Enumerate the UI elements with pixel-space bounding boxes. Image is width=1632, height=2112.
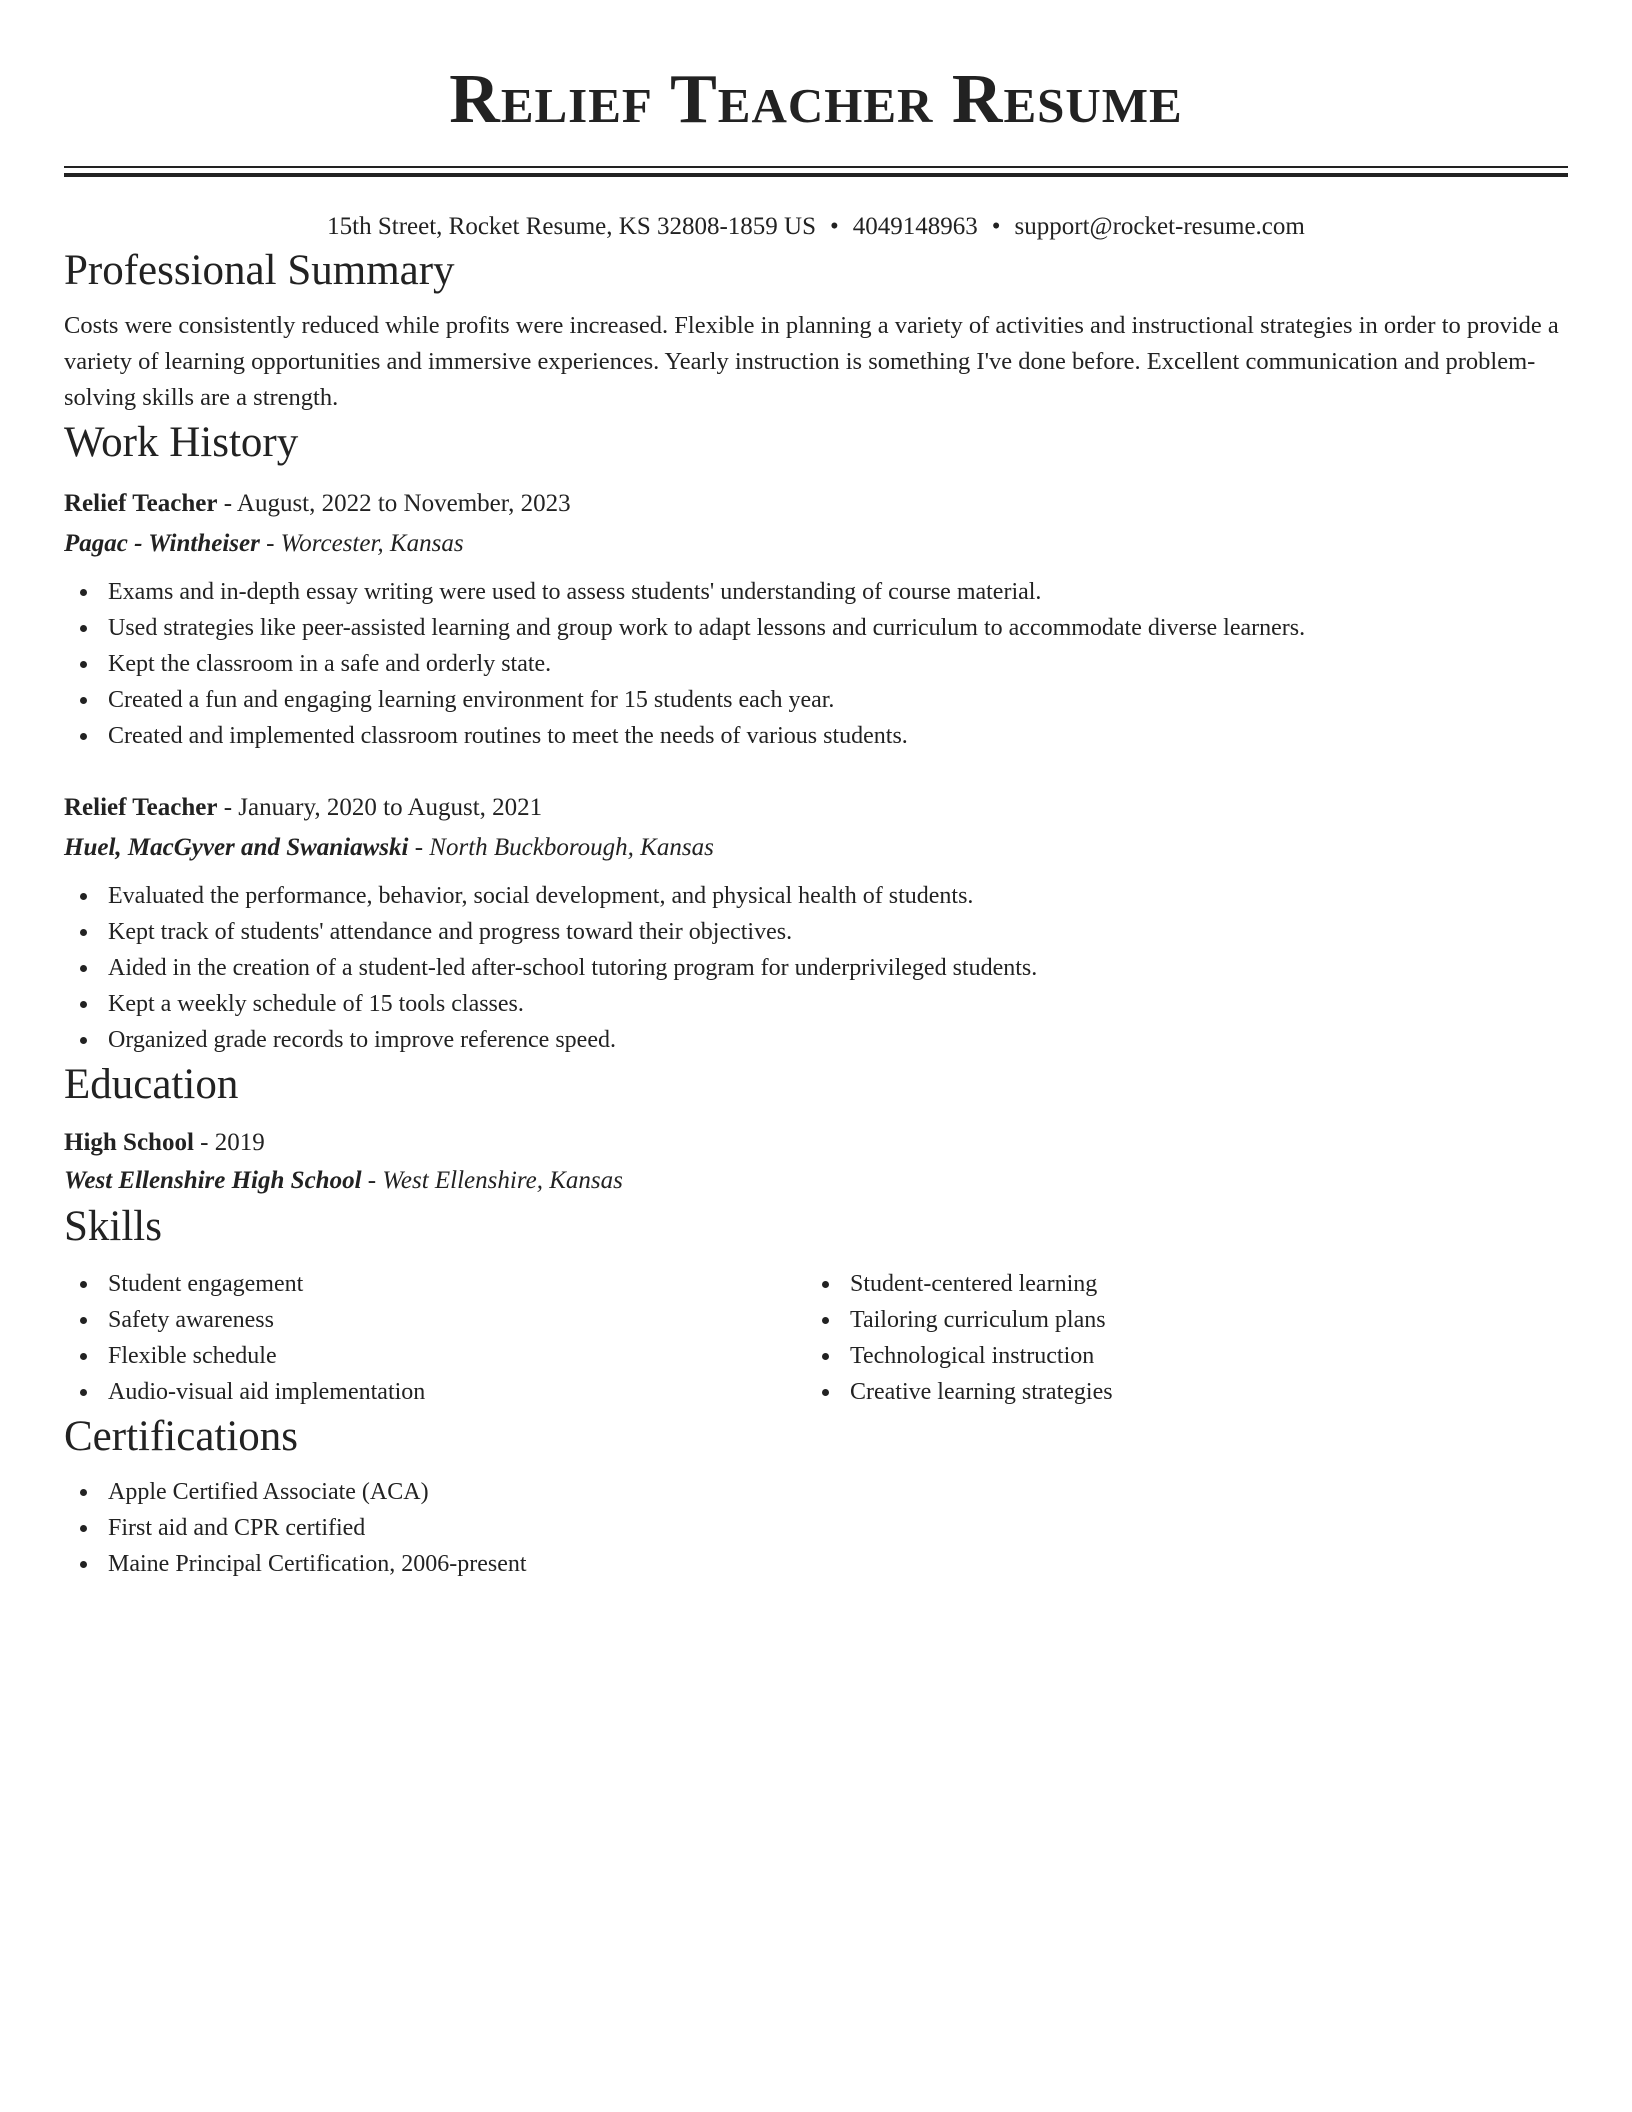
education-degree-line — [64, 1124, 1568, 1162]
job-title-line — [64, 484, 1568, 524]
summary-text: Costs were consistently reduced while profits were increased. Flexible in planning a variety of activities and instructional strategies in order to provide a variety of learning opportunities and immersive experiences. Yearly instruction is something I've done before. Excellent communication and problem-solving skills are a strength. — [64, 312, 1559, 411]
skill-item: Flexible schedule — [64, 1338, 806, 1374]
job-dates: - January, 2020 to August, 2021 — [217, 794, 543, 821]
contact-email: support@rocket-resume.com — [1014, 213, 1305, 240]
certification-item: Maine Principal Certification, 2006-present — [64, 1546, 1568, 1582]
job-entry — [64, 484, 1568, 754]
skills-right-list — [806, 1266, 1548, 1410]
skill-item: Audio-visual aid implementation — [64, 1374, 806, 1410]
certification-item: Apple Certified Associate (ACA) — [64, 1474, 1568, 1510]
skill-item: Student-centered learning — [806, 1266, 1548, 1302]
job-company: Pagac - Wintheiser — [64, 530, 260, 557]
skill-item: Tailoring curriculum plans — [806, 1302, 1548, 1338]
education-location: - West Ellenshire, Kansas — [361, 1167, 623, 1194]
education-entry — [64, 1124, 1568, 1200]
summary-heading: Professional Summary — [64, 247, 455, 294]
education-degree: High School — [64, 1129, 194, 1156]
education-school: West Ellenshire High School — [64, 1167, 362, 1194]
job-duty-item: Organized grade records to improve reference speed. — [64, 1022, 1568, 1058]
job-title-line — [64, 788, 1568, 828]
job-company: Huel, MacGyver and Swaniawski — [64, 834, 409, 861]
skill-item: Student engagement — [64, 1266, 806, 1302]
contact-phone: 4049148963 — [852, 213, 978, 240]
certifications-heading: Certifications — [64, 1413, 299, 1460]
job-title: Relief Teacher — [64, 490, 218, 517]
job-location: - North Buckborough, Kansas — [408, 834, 714, 861]
job-company-line — [64, 828, 1568, 868]
job-duty-item: Kept a weekly schedule of 15 tools classes. — [64, 986, 1568, 1022]
skills-left-list — [64, 1266, 806, 1410]
skill-item: Technological instruction — [806, 1338, 1548, 1374]
skill-item: Safety awareness — [64, 1302, 806, 1338]
job-duty-item: Evaluated the performance, behavior, social development, and physical health of students. — [64, 878, 1568, 914]
job-duty-item: Kept the classroom in a safe and orderly state. — [64, 646, 1568, 682]
job-title: Relief Teacher — [64, 794, 218, 821]
skill-item: Creative learning strategies — [806, 1374, 1548, 1410]
certifications-list — [64, 1474, 1568, 1582]
job-entry — [64, 788, 1568, 1058]
contact-address: 15th Street, Rocket Resume, KS 32808-1859 US — [327, 213, 817, 240]
skills-column-right — [806, 1266, 1548, 1410]
job-duties — [64, 574, 1568, 754]
job-duty-item: Used strategies like peer-assisted learning and group work to adapt lessons and curriculum to accommodate diverse learners. — [64, 610, 1568, 646]
job-duties — [64, 878, 1568, 1058]
contact-separator: • — [991, 213, 1001, 240]
job-location: - Worcester, Kansas — [259, 530, 464, 557]
skills-list — [64, 1266, 1568, 1410]
job-duty-item: Aided in the creation of a student-led after-school tutoring program for underprivileged students. — [64, 950, 1568, 986]
job-duty-item: Created and implemented classroom routines to meet the needs of various students. — [64, 718, 1568, 754]
contact-separator: • — [830, 213, 839, 240]
education-school-line — [64, 1162, 1568, 1200]
work-history-heading: Work History — [64, 419, 299, 466]
job-duty-item: Created a fun and engaging learning environment for 15 students each year. — [64, 682, 1568, 718]
job-company-line — [64, 524, 1568, 564]
education-heading: Education — [64, 1061, 239, 1108]
job-dates: - August, 2022 to November, 2023 — [217, 490, 571, 517]
job-duty-item: Exams and in-depth essay writing were used to assess students' understanding of course material. — [64, 574, 1568, 610]
title-divider — [64, 166, 1568, 176]
skills-column-left — [64, 1266, 806, 1410]
job-duty-item: Kept track of students' attendance and progress toward their objectives. — [64, 914, 1568, 950]
resume-title: Relief Teacher Resume — [449, 61, 1183, 138]
skills-heading: Skills — [64, 1203, 162, 1250]
contact-line — [64, 210, 1568, 244]
education-year: - 2019 — [193, 1129, 265, 1156]
certification-item: First aid and CPR certified — [64, 1510, 1568, 1546]
